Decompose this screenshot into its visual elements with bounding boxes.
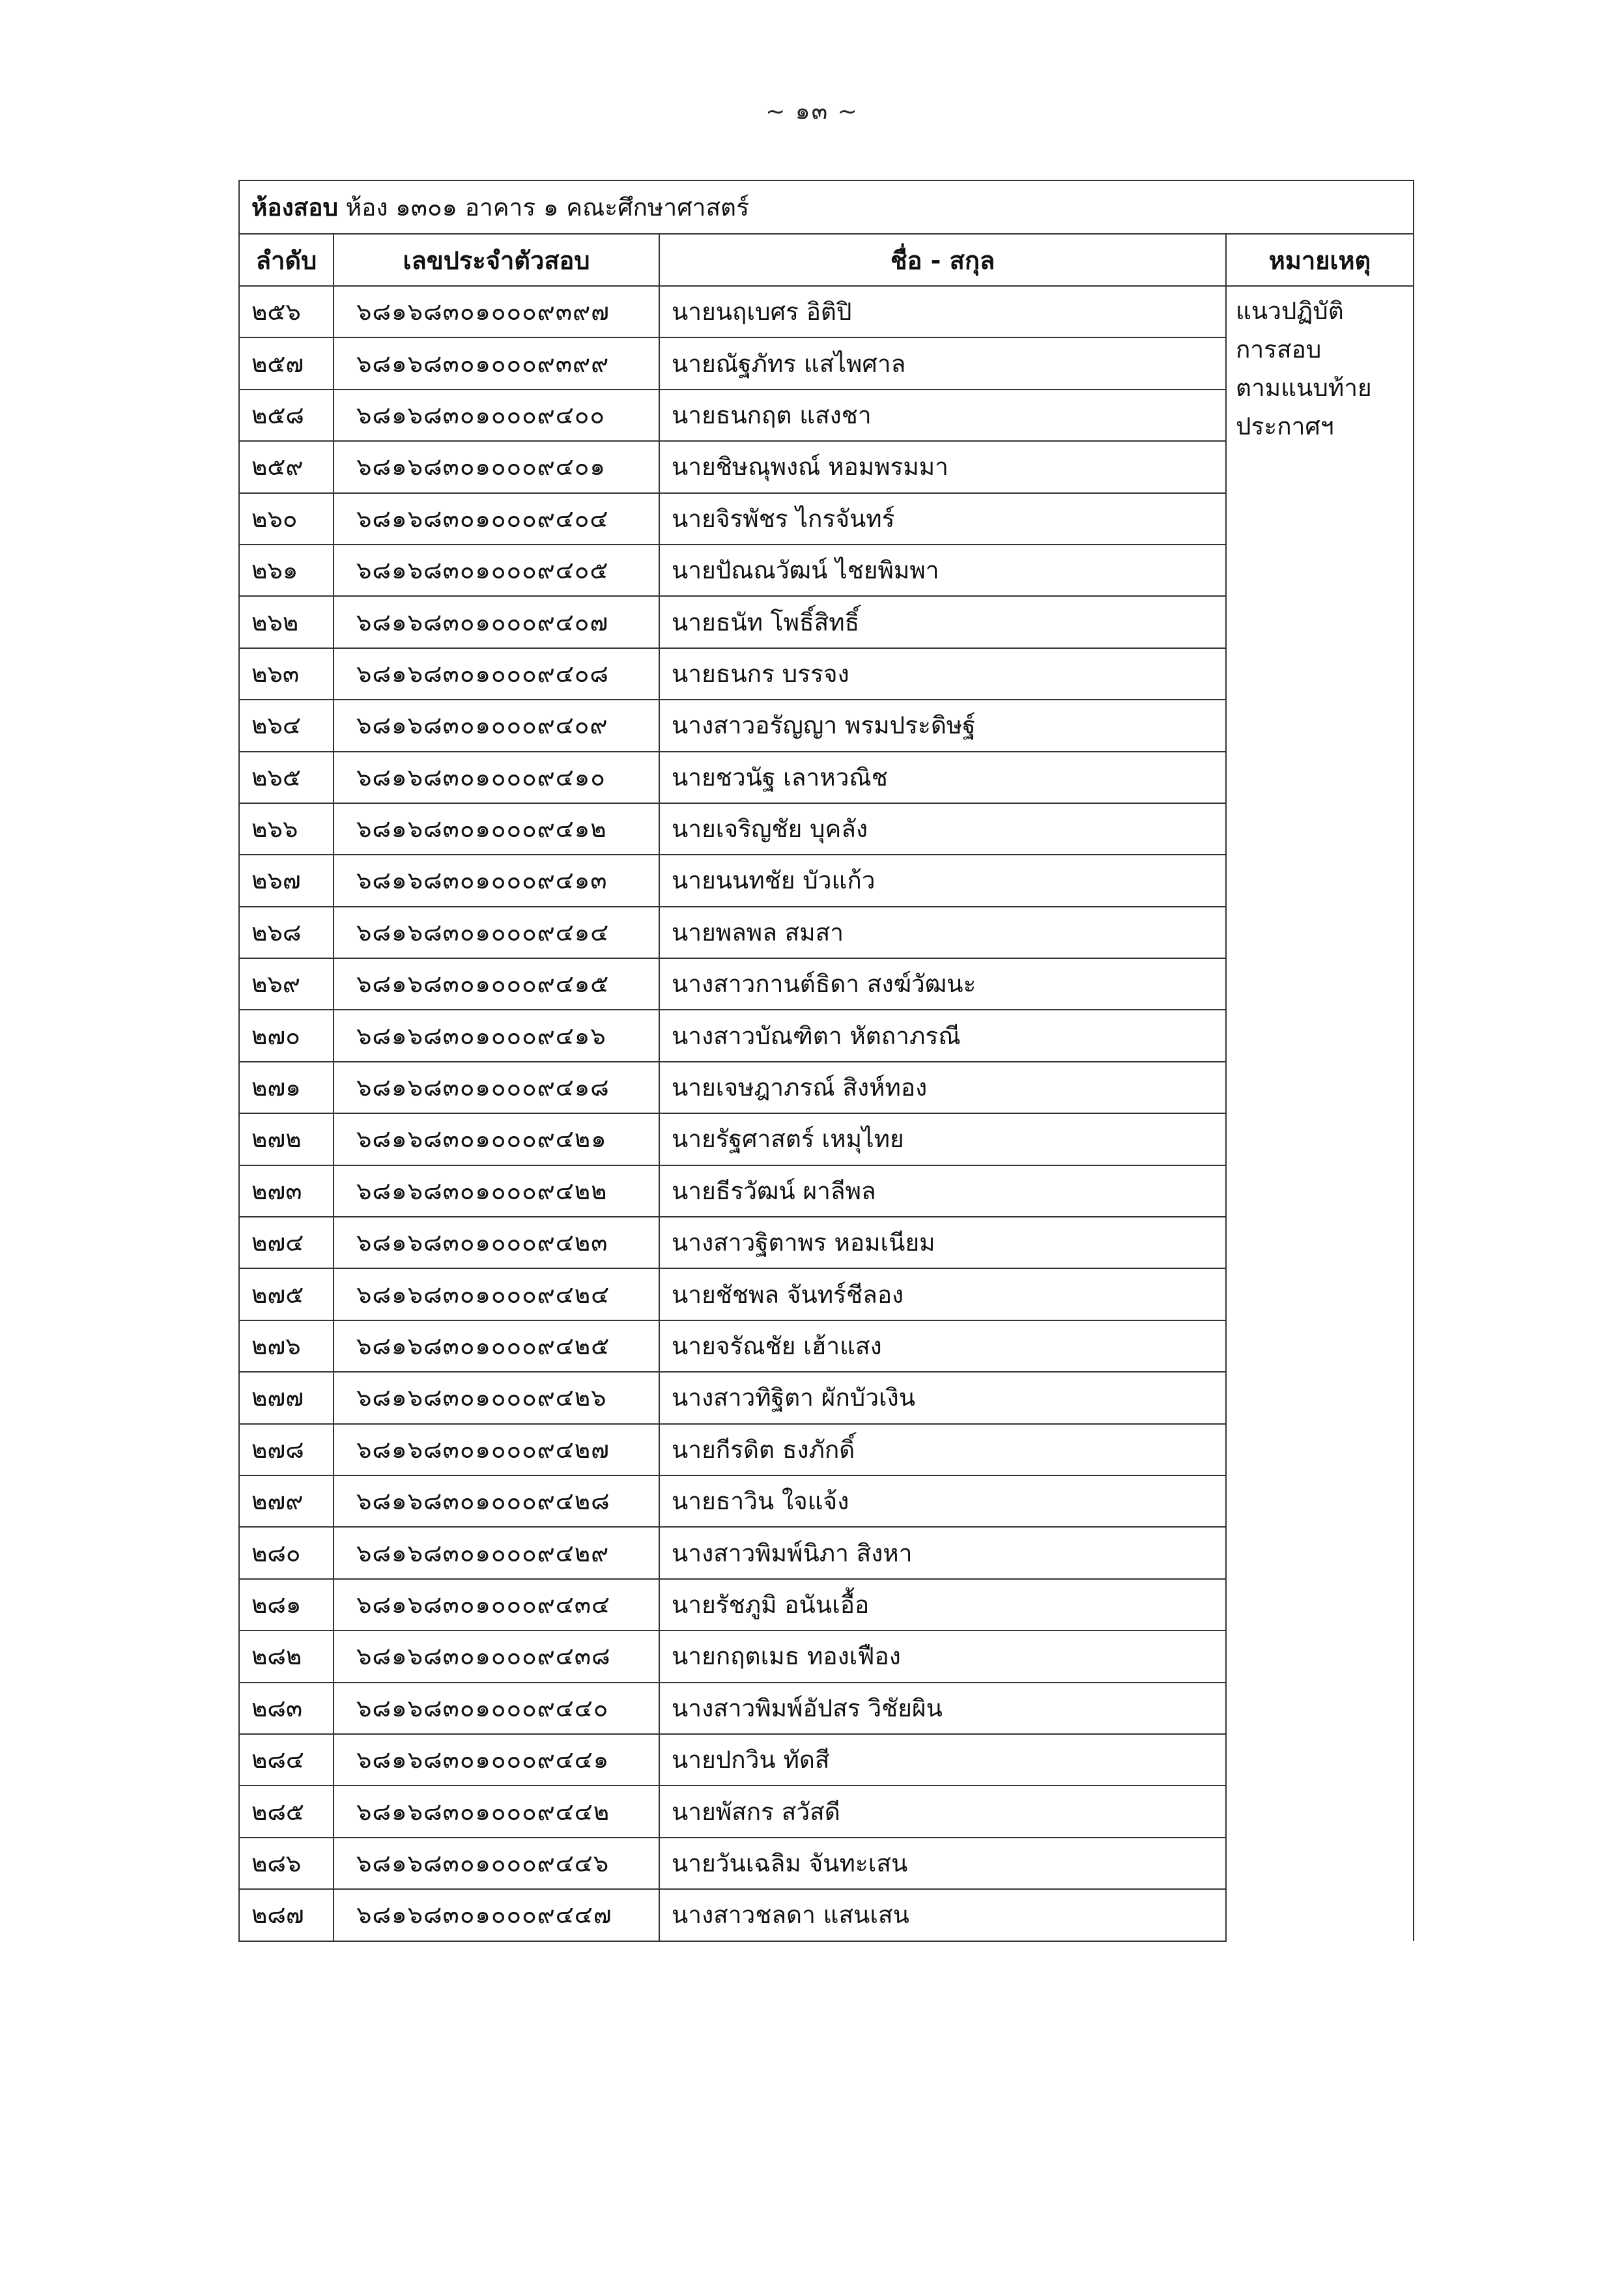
row-number: ๒๘๗ [239, 1889, 334, 1941]
full-name: นางสาวพิมพ์นิภา สิงหา [659, 1527, 1226, 1578]
exam-id: ๖๘๑๖๘๓๐๑๐๐๐๙๔๒๔ [334, 1268, 659, 1320]
full-name: นายธนัท โพธิ์สิทธิ์ [659, 596, 1226, 647]
exam-id: ๖๘๑๖๘๓๐๑๐๐๐๙๔๒๙ [334, 1527, 659, 1578]
row-number: ๒๕๖ [239, 286, 334, 337]
exam-id: ๖๘๑๖๘๓๐๑๐๐๐๙๔๓๘ [334, 1630, 659, 1682]
full-name: นางสาวกานต์ธิดา สงฆ์วัฒนะ [659, 958, 1226, 1010]
room-label: ห้องสอบ [251, 193, 338, 221]
full-name: นายธีรวัฒน์ ผาลีพล [659, 1165, 1226, 1217]
row-number: ๒๘๓ [239, 1683, 334, 1734]
row-number: ๒๘๐ [239, 1527, 334, 1578]
full-name: นางสาวอรัญญา พรมประดิษฐ์ [659, 700, 1226, 751]
row-number: ๒๖๑ [239, 545, 334, 596]
exam-id: ๖๘๑๖๘๓๐๑๐๐๐๙๔๒๕ [334, 1320, 659, 1372]
exam-id: ๖๘๑๖๘๓๐๑๐๐๐๙๔๑๔ [334, 907, 659, 958]
full-name: นายจิรพัชร ไกรจันทร์ [659, 493, 1226, 545]
note-cell [1226, 286, 1414, 1941]
row-number: ๒๗๗ [239, 1372, 334, 1423]
full-name: นายนฤเบศร อิติปิ [659, 286, 1226, 337]
row-number: ๒๖๖ [239, 803, 334, 855]
exam-room-table [238, 180, 1414, 1942]
full-name: นายธนกร บรรจง [659, 648, 1226, 700]
exam-id: ๖๘๑๖๘๓๐๑๐๐๐๙๓๙๙ [334, 337, 659, 389]
row-number: ๒๘๔ [239, 1734, 334, 1786]
full-name: นายณัฐภัทร แสไพศาล [659, 337, 1226, 389]
exam-id: ๖๘๑๖๘๓๐๑๐๐๐๙๔๔๐ [334, 1683, 659, 1734]
exam-id: ๖๘๑๖๘๓๐๑๐๐๐๙๔๑๓ [334, 855, 659, 906]
column-header-id: เลขประจำตัวสอบ [334, 234, 659, 286]
exam-id: ๖๘๑๖๘๓๐๑๐๐๐๙๔๑๐ [334, 752, 659, 803]
full-name: นายรัชภูมิ อนันเอื้อ [659, 1579, 1226, 1630]
exam-id: ๖๘๑๖๘๓๐๑๐๐๐๙๔๐๐ [334, 390, 659, 441]
row-number: ๒๖๒ [239, 596, 334, 647]
row-number: ๒๖๕ [239, 752, 334, 803]
table-body [239, 286, 1414, 1941]
room-header [239, 180, 1414, 234]
exam-id: ๖๘๑๖๘๓๐๑๐๐๐๙๔๔๒ [334, 1786, 659, 1837]
row-number: ๒๗๓ [239, 1165, 334, 1217]
exam-id: ๖๘๑๖๘๓๐๑๐๐๐๙๓๙๗ [334, 286, 659, 337]
column-header-note: หมายเหตุ [1226, 234, 1414, 286]
exam-id: ๖๘๑๖๘๓๐๑๐๐๐๙๔๒๓ [334, 1217, 659, 1268]
full-name: นายวันเฉลิม จันทะเสน [659, 1838, 1226, 1889]
full-name: นางสาวพิมพ์อัปสร วิชัยผิน [659, 1683, 1226, 1734]
full-name: นายกีรดิต ธงภักดิ์ [659, 1424, 1226, 1475]
row-number: ๒๗๑ [239, 1062, 334, 1113]
exam-id: ๖๘๑๖๘๓๐๑๐๐๐๙๔๐๘ [334, 648, 659, 700]
full-name: นายจรัณชัย เฮ้าแสง [659, 1320, 1226, 1372]
column-header-row [239, 234, 1414, 286]
row-number: ๒๕๗ [239, 337, 334, 389]
full-name: นายธาวิน ใจแจ้ง [659, 1475, 1226, 1527]
row-number: ๒๖๗ [239, 855, 334, 906]
row-number: ๒๘๑ [239, 1579, 334, 1630]
exam-id: ๖๘๑๖๘๓๐๑๐๐๐๙๔๔๗ [334, 1889, 659, 1941]
exam-id: ๖๘๑๖๘๓๐๑๐๐๐๙๔๑๒ [334, 803, 659, 855]
full-name: นายกฤตเมธ ทองเฟือง [659, 1630, 1226, 1682]
exam-id: ๖๘๑๖๘๓๐๑๐๐๐๙๔๒๘ [334, 1475, 659, 1527]
full-name: นางสาวทิฐิตา ผักบัวเงิน [659, 1372, 1226, 1423]
full-name: นางสาวชลดา แสนเสน [659, 1889, 1226, 1941]
full-name: นายธนกฤต แสงชา [659, 390, 1226, 441]
exam-id: ๖๘๑๖๘๓๐๑๐๐๐๙๔๓๔ [334, 1579, 659, 1630]
note-line: แนวปฏิบัติ [1236, 297, 1344, 325]
exam-id: ๖๘๑๖๘๓๐๑๐๐๐๙๔๒๖ [334, 1372, 659, 1423]
row-number: ๒๘๒ [239, 1630, 334, 1682]
full-name: นางสาวบัณฑิตา หัตถาภรณี [659, 1010, 1226, 1061]
row-number: ๒๘๖ [239, 1838, 334, 1889]
row-number: ๒๖๐ [239, 493, 334, 545]
full-name: นายชิษณุพงณ์ หอมพรมมา [659, 441, 1226, 492]
full-name: นายเจษฎาภรณ์ สิงห์ทอง [659, 1062, 1226, 1113]
full-name: นายพลพล สมสา [659, 907, 1226, 958]
row-number: ๒๘๕ [239, 1786, 334, 1837]
exam-id: ๖๘๑๖๘๓๐๑๐๐๐๙๔๐๙ [334, 700, 659, 751]
full-name: นายนนทชัย บัวแก้ว [659, 855, 1226, 906]
full-name: นางสาวฐิตาพร หอมเนียม [659, 1217, 1226, 1268]
exam-id: ๖๘๑๖๘๓๐๑๐๐๐๙๔๐๔ [334, 493, 659, 545]
note-line: ตามแนบท้าย [1236, 374, 1372, 402]
exam-id: ๖๘๑๖๘๓๐๑๐๐๐๙๔๑๕ [334, 958, 659, 1010]
full-name: นายชัชพล จันทร์ชีลอง [659, 1268, 1226, 1320]
row-number: ๒๗๐ [239, 1010, 334, 1061]
row-number: ๒๕๙ [239, 441, 334, 492]
column-header-name: ชื่อ - สกุล [659, 234, 1226, 286]
exam-id: ๖๘๑๖๘๓๐๑๐๐๐๙๔๐๕ [334, 545, 659, 596]
row-number: ๒๖๓ [239, 648, 334, 700]
full-name: นายปัณณวัฒน์ ไชยพิมพา [659, 545, 1226, 596]
full-name: นายชวนัฐ เลาหวณิช [659, 752, 1226, 803]
full-name: นายเจริญชัย บุคลัง [659, 803, 1226, 855]
exam-id: ๖๘๑๖๘๓๐๑๐๐๐๙๔๒๑ [334, 1113, 659, 1165]
row-number: ๒๗๔ [239, 1217, 334, 1268]
room-text: ห้อง ๑๓๐๑ อาคาร ๑ คณะศึกษาศาสตร์ [345, 193, 749, 221]
row-number: ๒๗๘ [239, 1424, 334, 1475]
exam-id: ๖๘๑๖๘๓๐๑๐๐๐๙๔๐๗ [334, 596, 659, 647]
full-name: นายปกวิน ทัดสี [659, 1734, 1226, 1786]
row-number: ๒๗๙ [239, 1475, 334, 1527]
exam-id: ๖๘๑๖๘๓๐๑๐๐๐๙๔๑๘ [334, 1062, 659, 1113]
note-line: ประกาศฯ [1236, 412, 1334, 440]
row-number: ๒๖๘ [239, 907, 334, 958]
page-number: ~ ๑๓ ~ [765, 98, 859, 125]
exam-room-table-container [238, 180, 1413, 1942]
full-name: นายรัฐศาสตร์ เหมุไทย [659, 1113, 1226, 1165]
exam-id: ๖๘๑๖๘๓๐๑๐๐๐๙๔๔๖ [334, 1838, 659, 1889]
row-number: ๒๗๖ [239, 1320, 334, 1372]
exam-id: ๖๘๑๖๘๓๐๑๐๐๐๙๔๐๑ [334, 441, 659, 492]
column-header-no: ลำดับ [239, 234, 334, 286]
full-name: นายพัสกร สวัสดี [659, 1786, 1226, 1837]
table-row [239, 286, 1414, 337]
exam-id: ๖๘๑๖๘๓๐๑๐๐๐๙๔๑๖ [334, 1010, 659, 1061]
exam-id: ๖๘๑๖๘๓๐๑๐๐๐๙๔๒๗ [334, 1424, 659, 1475]
exam-id: ๖๘๑๖๘๓๐๑๐๐๐๙๔๔๑ [334, 1734, 659, 1786]
row-number: ๒๕๘ [239, 390, 334, 441]
row-number: ๒๗๕ [239, 1268, 334, 1320]
row-number: ๒๖๔ [239, 700, 334, 751]
row-number: ๒๖๙ [239, 958, 334, 1010]
note-line: การสอบ [1236, 335, 1322, 363]
row-number: ๒๗๒ [239, 1113, 334, 1165]
exam-id: ๖๘๑๖๘๓๐๑๐๐๐๙๔๒๒ [334, 1165, 659, 1217]
room-header-row [239, 180, 1414, 234]
